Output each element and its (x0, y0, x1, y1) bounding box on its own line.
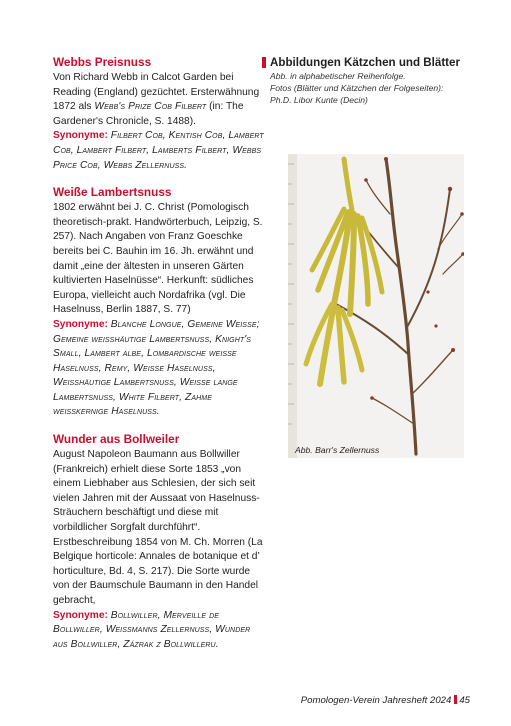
ruler (288, 154, 297, 458)
entry-title: Weiße Lambertsnuss (53, 185, 172, 200)
heading-marker (262, 57, 266, 68)
entry-text (53, 71, 266, 129)
page-number: 45 (459, 695, 470, 706)
entry-title: Webbs Preisnuss (53, 55, 152, 69)
entry-weisse-lambertsnuss (53, 185, 266, 420)
photo-caption: Abb. Barr's Zellernuss (295, 445, 380, 455)
left-column (53, 55, 266, 664)
entry-title: Wunder aus Bollweiler (53, 432, 180, 447)
right-column (262, 55, 467, 106)
text-part: (in: The Gardener's Chronicle, S. 1488). (53, 101, 244, 127)
section-heading (262, 55, 467, 70)
hazel-branch-illustration (288, 154, 464, 458)
branches (336, 159, 463, 454)
variety-name: Webb's Prize Cob Filbert (94, 101, 207, 113)
catkins-lower (306, 304, 362, 384)
entry-text: August Napoleon Baumann aus Bollwiller (Frankreich) erhielt diese Sorte 1853 „von einem Liebhaber aus Schlesien, der sich seit vielen Jahren mit der Aussaat von Haselnuss-Sträuchern beschäftigt und diese mit vorbildlicher Sorgfalt durchführt“. Erstbeschreibung 1854 von M. Ch. Morren (La Belgique horticole: Annales de botanique et d’ horticulture, Bd. 4, S. 217). Die Sorte wurde von der Baumschule Baumann in den Handel gebracht, (53, 449, 263, 606)
section-heading-text: Abbildungen Kätzchen und Blätter (270, 56, 461, 69)
caption-photographer: Ph.D. Libor Kunte (Decin) (270, 95, 368, 105)
entry-webbs-preisnuss (53, 55, 266, 173)
entry-text: 1802 erwähnt bei J. C. Christ (Pomologisch theoretisch-prakt. Handwörterbuch, Leipzig, S. 257). Nach Angaben von Franz Goeschke bereits bei C. Bauhin im 16. Jh. erwähnt und damit „eine der ältesten in unseren Gärten kultivierten Haselnüsse“. Herkunft: südliches Europa, vielleicht auch Nordafrika (vgl. Die Haselnuss, Berlin 1887, S. 77) (53, 202, 263, 316)
synonyms-list: Filbert Cob, Kentish Cob, Lambert Cob, Lambert Filbert, Lamberts Filbert, Webbs Price Cob, Webbs Zellernuss. (53, 130, 264, 171)
synonyms (53, 129, 266, 173)
journal-title: Pomologen-Verein Jahresheft 2024 (300, 695, 452, 706)
synonyms-list: Bollwiller, Merveille de Bollwiller, Weissmanns Zellernuss, Wunder aus Bollwiller, Zázrak z Bollwilleru. (53, 609, 251, 650)
synonyms-label: Synonyme: (53, 318, 108, 330)
synonyms (53, 318, 266, 420)
caption-order: Abb. in alphabetischer Reihenfolge. (270, 71, 406, 81)
footer-separator (454, 695, 457, 704)
caption-photos: Fotos (Blätter und Kätzchen der Folgeseiten): (270, 83, 444, 93)
page-footer (300, 695, 470, 706)
catkin-photo (288, 154, 464, 458)
text-part: Von Richard Webb in Calcot Garden bei Reading (England) gezüchtet. Ersterwähnung 1872 als (53, 72, 260, 113)
synonyms-label: Synonyme: (53, 130, 108, 142)
synonyms (53, 609, 266, 653)
entry-wunder-aus-bollweiler (53, 432, 266, 652)
synonyms-label: Synonyme: (53, 609, 108, 621)
synonyms-list: Blanche Longue, Gemeine Weisse; Gemeine weisshäutige Lambertsnuss, Knight's Small, Lambert albe, Lombardische weisse Haselnuss, Remy, Weisse Haselnuss, Weisshäutige Lambertsnuss, Weisse lange Lambertsnuss, White Filbert, Zahme weisskernige Haselnuss. (53, 318, 260, 418)
